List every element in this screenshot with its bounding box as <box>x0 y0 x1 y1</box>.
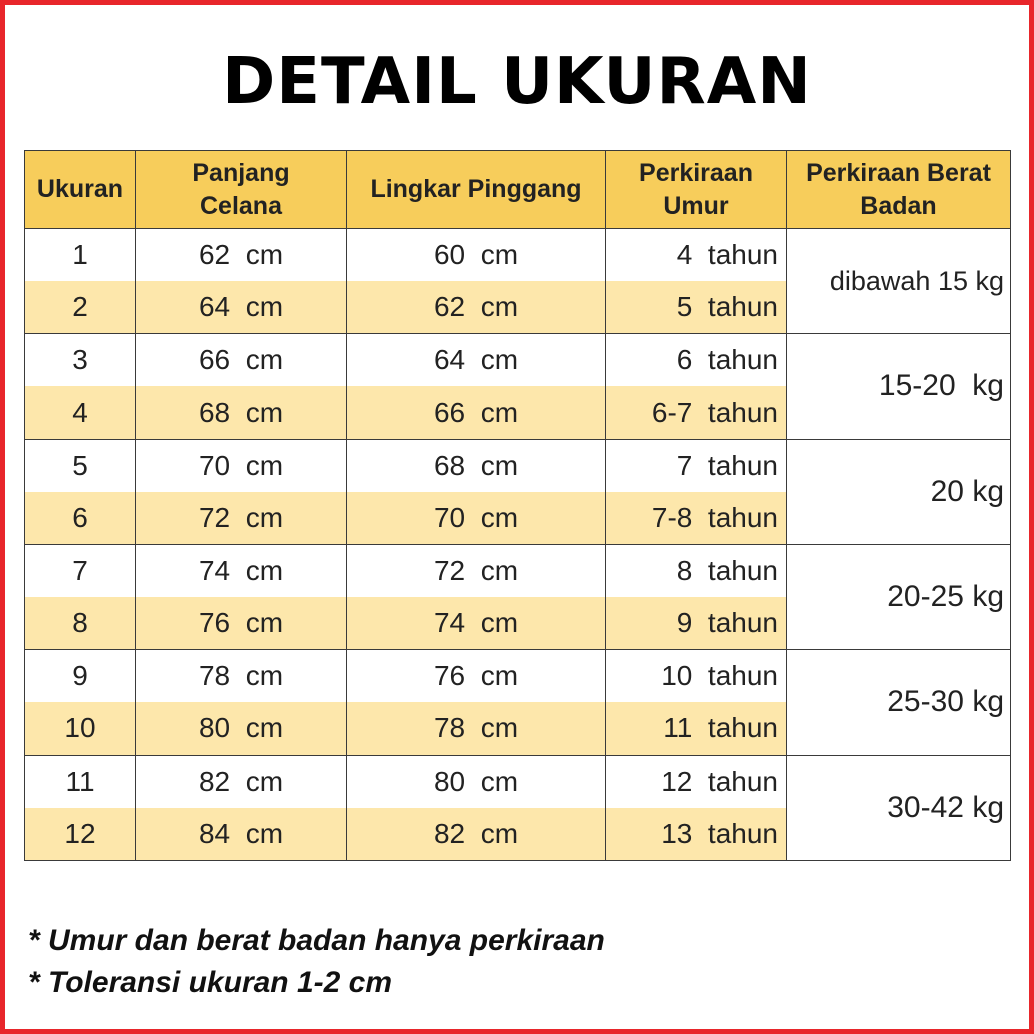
panjang-cell: 78 cm <box>136 650 347 703</box>
table-row <box>25 439 1011 492</box>
lingkar-cell: 64 cm <box>347 334 606 387</box>
ukuran-cell: 5 <box>25 439 136 492</box>
ukuran-cell: 4 <box>25 386 136 439</box>
note-tolerance: * Toleransi ukuran 1-2 cm <box>28 966 393 999</box>
berat-cell: 30-42 kg <box>787 755 1011 860</box>
lingkar-cell: 68 cm <box>347 439 606 492</box>
ukuran-cell: 2 <box>25 281 136 334</box>
berat-cell: 20-25 kg <box>787 544 1011 649</box>
header-lingkar-pinggang: Lingkar Pinggang <box>347 151 606 229</box>
umur-cell: 7 tahun <box>606 439 787 492</box>
umur-cell: 5 tahun <box>606 281 787 334</box>
berat-cell: 20 kg <box>787 439 1011 544</box>
umur-cell: 7-8 tahun <box>606 492 787 545</box>
ukuran-cell: 7 <box>25 544 136 597</box>
panjang-cell: 76 cm <box>136 597 347 650</box>
umur-cell: 11 tahun <box>606 702 787 755</box>
umur-cell: 13 tahun <box>606 808 787 861</box>
umur-cell: 6-7 tahun <box>606 386 787 439</box>
lingkar-cell: 66 cm <box>347 386 606 439</box>
lingkar-cell: 80 cm <box>347 755 606 808</box>
ukuran-cell: 3 <box>25 334 136 387</box>
berat-cell: 15-20 kg <box>787 334 1011 439</box>
ukuran-cell: 9 <box>25 650 136 703</box>
page-title: DETAIL UKURAN <box>222 45 812 119</box>
umur-cell: 12 tahun <box>606 755 787 808</box>
lingkar-cell: 82 cm <box>347 808 606 861</box>
header-berat-line1: Perkiraan Berat <box>806 158 991 187</box>
ukuran-cell: 12 <box>25 808 136 861</box>
panjang-cell: 62 cm <box>136 229 347 282</box>
header-ukuran: Ukuran <box>25 151 136 229</box>
umur-cell: 8 tahun <box>606 544 787 597</box>
header-panjang-line1: Panjang <box>192 158 290 187</box>
lingkar-cell: 76 cm <box>347 650 606 703</box>
note-estimate: * Umur dan berat badan hanya perkiraan <box>28 924 605 957</box>
ukuran-cell: 6 <box>25 492 136 545</box>
lingkar-cell: 72 cm <box>347 544 606 597</box>
header-perkiraan-umur <box>606 151 787 229</box>
ukuran-cell: 10 <box>25 702 136 755</box>
size-chart-table <box>24 150 1011 861</box>
berat-cell: 25-30 kg <box>787 650 1011 755</box>
lingkar-cell: 60 cm <box>347 229 606 282</box>
header-umur-line2: Umur <box>663 191 729 220</box>
lingkar-cell: 78 cm <box>347 702 606 755</box>
panjang-cell: 64 cm <box>136 281 347 334</box>
lingkar-cell: 74 cm <box>347 597 606 650</box>
table-row <box>25 755 1011 808</box>
umur-cell: 6 tahun <box>606 334 787 387</box>
header-panjang-celana <box>136 151 347 229</box>
panjang-cell: 72 cm <box>136 492 347 545</box>
ukuran-cell: 1 <box>25 229 136 282</box>
ukuran-cell: 11 <box>25 755 136 808</box>
lingkar-cell: 70 cm <box>347 492 606 545</box>
header-row <box>25 151 1011 229</box>
table-row <box>25 650 1011 703</box>
umur-cell: 9 tahun <box>606 597 787 650</box>
umur-cell: 10 tahun <box>606 650 787 703</box>
footnotes <box>28 920 605 1004</box>
umur-cell: 4 tahun <box>606 229 787 282</box>
header-perkiraan-berat <box>787 151 1011 229</box>
table-row <box>25 544 1011 597</box>
panjang-cell: 70 cm <box>136 439 347 492</box>
panjang-cell: 84 cm <box>136 808 347 861</box>
header-panjang-line2: Celana <box>200 191 282 220</box>
table-row <box>25 334 1011 387</box>
ukuran-cell: 8 <box>25 597 136 650</box>
panjang-cell: 82 cm <box>136 755 347 808</box>
table-row <box>25 229 1011 282</box>
lingkar-cell: 62 cm <box>347 281 606 334</box>
header-berat-line2: Badan <box>860 191 937 220</box>
berat-cell: dibawah 15 kg <box>787 229 1011 334</box>
panjang-cell: 66 cm <box>136 334 347 387</box>
header-umur-line1: Perkiraan <box>639 158 753 187</box>
panjang-cell: 80 cm <box>136 702 347 755</box>
panjang-cell: 74 cm <box>136 544 347 597</box>
panjang-cell: 68 cm <box>136 386 347 439</box>
